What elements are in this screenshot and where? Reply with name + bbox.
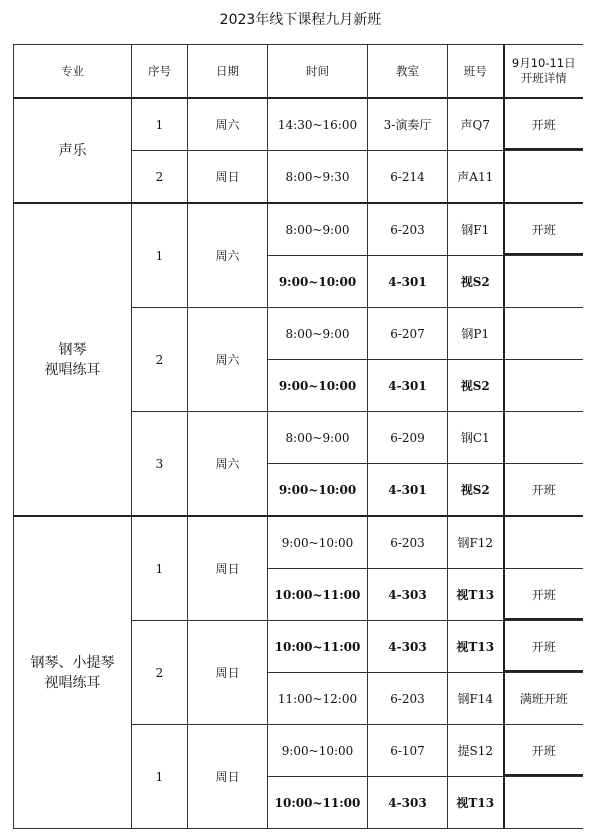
room-cell: 4-301: [368, 360, 448, 412]
room-cell: 6-209: [368, 412, 448, 464]
major-cell: 钢琴、小提琴 视唱练耳: [14, 516, 132, 829]
header-room: 教室: [368, 45, 448, 99]
class-cell: 视T13: [448, 621, 504, 673]
class-cell: 声Q7: [448, 98, 504, 151]
day-cell: 周六: [188, 308, 268, 412]
header-seq: 序号: [132, 45, 188, 99]
page-title: 2023年线下课程九月新班: [219, 12, 382, 28]
status-cell: [504, 151, 584, 204]
time-cell: 8:00~9:00: [268, 203, 368, 256]
time-cell: 8:00~9:00: [268, 308, 368, 360]
status-cell: [504, 516, 584, 569]
day-cell: 周六: [188, 412, 268, 517]
header-class: 班号: [448, 45, 504, 99]
status-cell: 开班: [504, 98, 584, 151]
schedule-table-container: [13, 44, 583, 839]
status-cell: 开班: [504, 621, 584, 673]
time-cell: 11:00~12:00: [268, 673, 368, 725]
status-cell: [504, 412, 584, 464]
major-cell: 钢琴 视唱练耳: [14, 203, 132, 516]
class-cell: 声A11: [448, 151, 504, 204]
room-cell: 6-203: [368, 516, 448, 569]
time-cell: 10:00~11:00: [268, 621, 368, 673]
status-cell: 开班: [504, 464, 584, 517]
day-cell: 周六: [188, 203, 268, 308]
table-row: [14, 98, 584, 151]
class-cell: 钢F12: [448, 516, 504, 569]
day-cell: 周日: [188, 516, 268, 621]
class-cell: 钢C1: [448, 412, 504, 464]
header-status: [504, 45, 584, 99]
time-cell: 9:00~10:00: [268, 725, 368, 777]
day-cell: 周日: [188, 151, 268, 204]
time-cell: 10:00~11:00: [268, 569, 368, 621]
seq-cell: 2: [132, 621, 188, 725]
schedule-body: [14, 98, 584, 829]
room-cell: 4-301: [368, 464, 448, 517]
table-row: [14, 203, 584, 256]
class-cell: 视S2: [448, 360, 504, 412]
seq-cell: 2: [132, 308, 188, 412]
time-cell: 10:00~11:00: [268, 777, 368, 829]
room-cell: 6-214: [368, 151, 448, 204]
header-day: 日期: [188, 45, 268, 99]
time-cell: 9:00~10:00: [268, 360, 368, 412]
room-cell: 4-303: [368, 569, 448, 621]
seq-cell: 1: [132, 203, 188, 308]
seq-cell: 1: [132, 516, 188, 621]
schedule-table: [13, 44, 583, 829]
room-cell: 4-301: [368, 256, 448, 308]
room-cell: 6-207: [368, 308, 448, 360]
seq-cell: 1: [132, 725, 188, 829]
class-cell: 钢F14: [448, 673, 504, 725]
header-row: [14, 45, 584, 99]
class-cell: 视T13: [448, 777, 504, 829]
room-cell: 6-107: [368, 725, 448, 777]
status-cell: [504, 256, 584, 308]
room-cell: 4-303: [368, 777, 448, 829]
day-cell: 周日: [188, 725, 268, 829]
class-cell: 钢F1: [448, 203, 504, 256]
time-cell: 9:00~10:00: [268, 516, 368, 569]
day-cell: 周日: [188, 621, 268, 725]
time-cell: 9:00~10:00: [268, 256, 368, 308]
seq-cell: 1: [132, 98, 188, 151]
header-status-line2: 开班详情: [520, 71, 567, 85]
time-cell: 9:00~10:00: [268, 464, 368, 517]
status-cell: 开班: [504, 725, 584, 777]
day-cell: 周六: [188, 98, 268, 151]
seq-cell: 3: [132, 412, 188, 517]
time-cell: 8:00~9:30: [268, 151, 368, 204]
seq-cell: 2: [132, 151, 188, 204]
room-cell: 6-203: [368, 203, 448, 256]
time-cell: 14:30~16:00: [268, 98, 368, 151]
status-cell: [504, 308, 584, 360]
header-major: 专业: [14, 45, 132, 99]
table-row: [14, 516, 584, 569]
room-cell: 6-203: [368, 673, 448, 725]
time-cell: 8:00~9:00: [268, 412, 368, 464]
status-cell: [504, 777, 584, 829]
room-cell: 4-303: [368, 621, 448, 673]
class-cell: 视S2: [448, 256, 504, 308]
status-cell: 开班: [504, 569, 584, 621]
header-time: 时间: [268, 45, 368, 99]
class-cell: 提S12: [448, 725, 504, 777]
status-cell: [504, 360, 584, 412]
class-cell: 视T13: [448, 569, 504, 621]
class-cell: 钢P1: [448, 308, 504, 360]
header-status-line1: 9月10-11日: [511, 56, 576, 70]
status-cell: 开班: [504, 203, 584, 256]
major-cell: 声乐: [14, 98, 132, 203]
status-cell: 满班开班: [504, 673, 584, 725]
class-cell: 视S2: [448, 464, 504, 517]
room-cell: 3-演奏厅: [368, 98, 448, 151]
